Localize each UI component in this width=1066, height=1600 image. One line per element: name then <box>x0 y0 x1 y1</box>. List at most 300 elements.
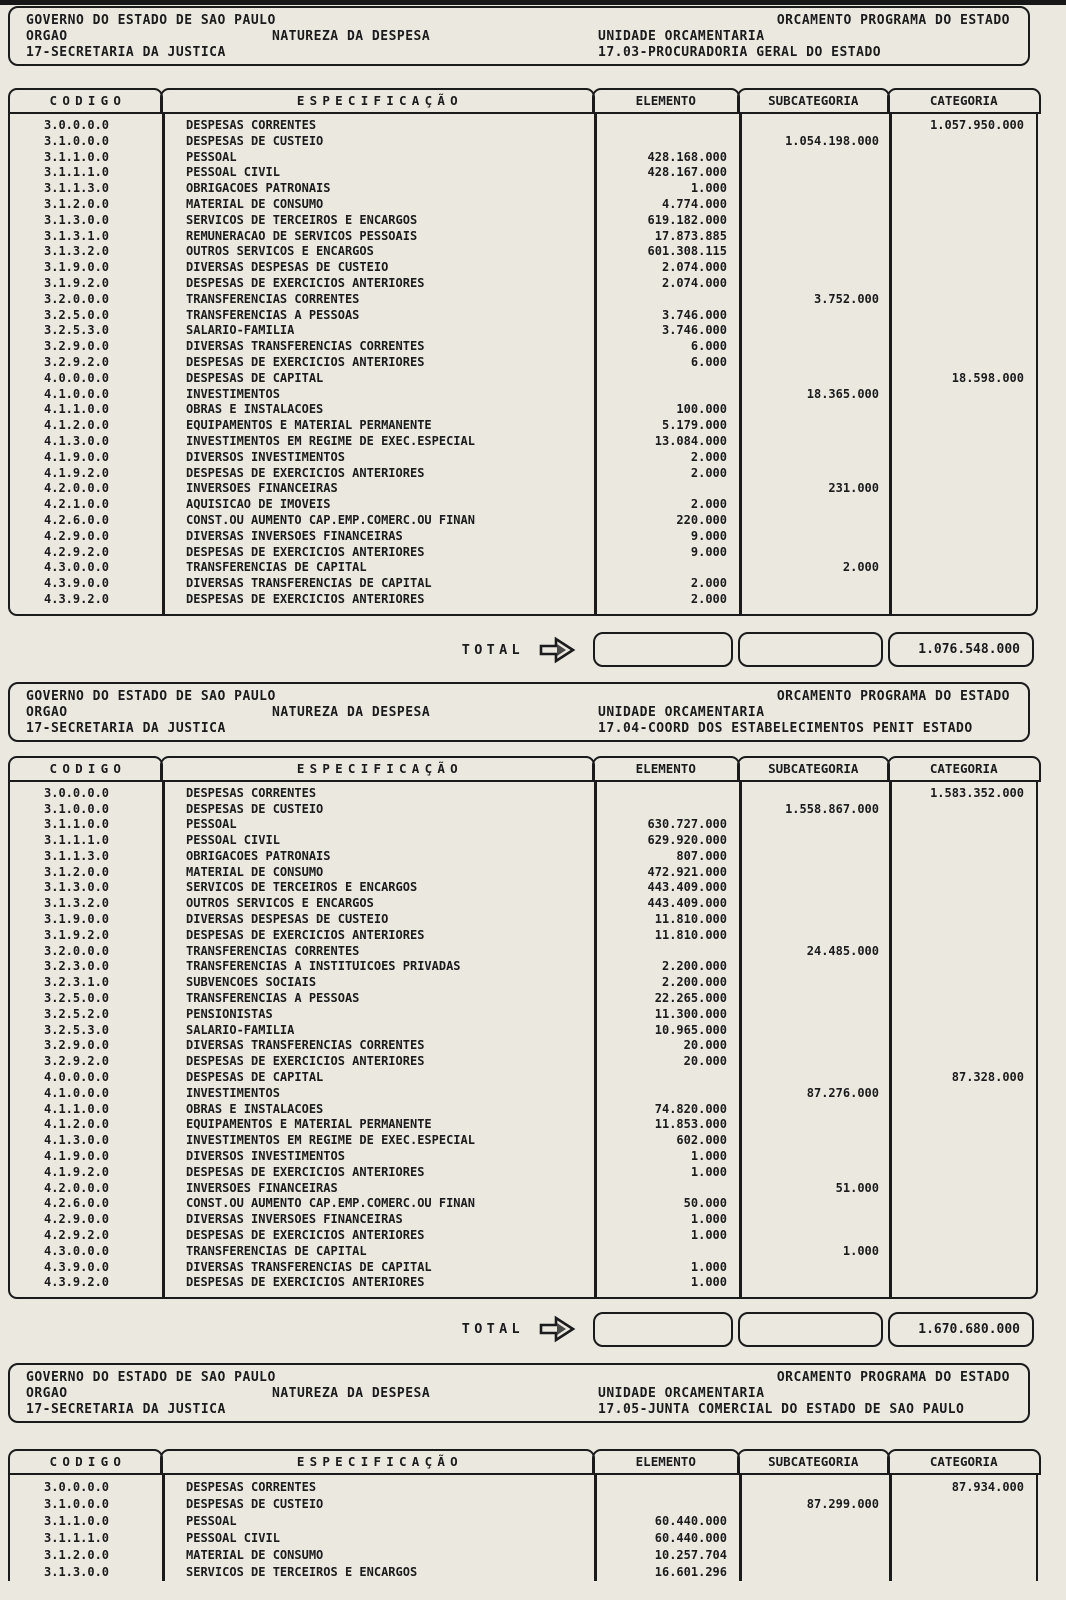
unidade-label: UNIDADE ORCAMENTARIA <box>598 1386 765 1402</box>
cell-categoria <box>889 466 1040 482</box>
cell-espec: PESSOAL <box>186 1514 237 1529</box>
cell-codigo: 3.1.3.0.0 <box>44 1565 110 1580</box>
cell-codigo: 3.2.9.0.0 <box>44 339 110 354</box>
cell-categoria <box>889 1117 1040 1133</box>
cell-categoria <box>889 975 1040 991</box>
cell-subcat: 3.752.000 <box>813 291 879 306</box>
cell-codigo: 3.1.1.3.0 <box>44 181 110 196</box>
col-header-codigo: CODIGO <box>8 756 163 782</box>
cell-elemento: 2.074.000 <box>661 275 727 290</box>
cell-espec: DIVERSAS TRANSFERENCIAS CORRENTES <box>186 339 425 354</box>
cell-subcat <box>739 880 889 896</box>
cell-elemento: 630.727.000 <box>647 817 727 832</box>
cell-elemento <box>594 371 739 387</box>
cell-subcat <box>739 833 889 849</box>
cell-espec: DESPESAS DE EXERCICIOS ANTERIORES <box>186 1054 425 1069</box>
cell-subcat <box>739 786 889 802</box>
cell-subcat: 1.054.198.000 <box>785 133 879 148</box>
cell-codigo: 4.2.9.2.0 <box>44 544 110 559</box>
cell-elemento <box>594 134 739 150</box>
cell-elemento: 9.000 <box>690 544 727 559</box>
cell-subcat <box>739 276 889 292</box>
col-header-especificacao: ESPECIFICAÇÃO <box>160 1449 595 1475</box>
column-divider <box>594 1475 597 1581</box>
cell-espec: MATERIAL DE CONSUMO <box>186 196 324 211</box>
col-header-elemento: ELEMENTO <box>592 756 740 782</box>
cell-codigo: 3.1.1.0.0 <box>44 1514 110 1529</box>
cell-categoria <box>889 1181 1040 1197</box>
cell-codigo: 4.1.2.0.0 <box>44 1117 110 1132</box>
cell-codigo: 4.1.3.0.0 <box>44 433 110 448</box>
cell-categoria <box>889 450 1040 466</box>
cell-categoria <box>889 1196 1040 1212</box>
government-title: GOVERNO DO ESTADO DE SAO PAULO <box>26 688 276 704</box>
cell-subcat <box>739 197 889 213</box>
cell-espec: TRANSFERENCIAS DE CAPITAL <box>186 560 367 575</box>
cell-espec: DESPESAS DE EXERCICIOS ANTERIORES <box>186 927 425 942</box>
cell-subcat <box>739 260 889 276</box>
column-divider <box>889 1475 892 1581</box>
budget-table <box>8 88 1038 616</box>
orgao-label: ORGAO <box>26 704 68 720</box>
cell-codigo: 3.2.5.0.0 <box>44 307 110 322</box>
cell-categoria <box>889 959 1040 975</box>
column-divider <box>162 1475 165 1581</box>
cell-espec: DIVERSAS INVERSOES FINANCEIRAS <box>186 1212 403 1227</box>
cell-elemento: 6.000 <box>690 354 727 369</box>
cell-subcat: 24.485.000 <box>806 943 879 958</box>
cell-categoria <box>889 912 1040 928</box>
cell-codigo: 3.1.9.2.0 <box>44 275 110 290</box>
cell-codigo: 4.1.9.2.0 <box>44 1164 110 1179</box>
cell-codigo: 4.2.6.0.0 <box>44 1196 110 1211</box>
cell-espec: DESPESAS DE CUSTEIO <box>186 1497 324 1512</box>
cell-elemento: 428.167.000 <box>647 165 727 180</box>
cell-elemento: 2.000 <box>690 591 727 606</box>
program-title: ORCAMENTO PROGRAMA DO ESTADO <box>776 688 1010 704</box>
cell-categoria <box>889 1212 1040 1228</box>
cell-subcat <box>739 1054 889 1070</box>
cell-espec: DIVERSAS TRANSFERENCIAS DE CAPITAL <box>186 576 432 591</box>
natureza-label: NATUREZA DA DESPESA <box>272 1386 431 1402</box>
cell-categoria <box>889 592 1040 608</box>
cell-subcat <box>739 912 889 928</box>
cell-codigo: 3.1.2.0.0 <box>44 864 110 879</box>
cell-elemento: 11.300.000 <box>654 1006 727 1021</box>
cell-codigo: 4.1.1.0.0 <box>44 402 110 417</box>
unidade-value: 17.03-PROCURADORIA GERAL DO ESTADO <box>598 45 882 60</box>
cell-codigo: 4.3.9.0.0 <box>44 576 110 591</box>
cell-subcat <box>739 1165 889 1181</box>
cell-codigo: 4.1.0.0.0 <box>44 386 110 401</box>
cell-espec: DIVERSAS DESPESAS DE CUSTEIO <box>186 912 389 927</box>
cell-espec: DESPESAS DE CUSTEIO <box>186 801 324 816</box>
cell-codigo: 3.2.0.0.0 <box>44 291 110 306</box>
cell-subcat <box>739 339 889 355</box>
cell-codigo: 3.2.3.0.0 <box>44 959 110 974</box>
column-divider <box>594 114 597 614</box>
cell-elemento: 4.774.000 <box>661 196 727 211</box>
cell-categoria <box>889 150 1040 166</box>
cell-categoria <box>889 134 1040 150</box>
cell-subcat <box>739 1149 889 1165</box>
cell-codigo: 3.1.9.2.0 <box>44 927 110 942</box>
cell-codigo: 3.1.1.0.0 <box>44 149 110 164</box>
cell-elemento <box>594 1086 739 1102</box>
cell-codigo: 4.1.2.0.0 <box>44 418 110 433</box>
cell-elemento <box>594 1181 739 1197</box>
cell-subcat <box>739 576 889 592</box>
column-divider <box>162 782 165 1298</box>
orgao-value: 17-SECRETARIA DA JUSTICA <box>26 45 226 60</box>
cell-subcat: 2.000 <box>842 560 879 575</box>
cell-categoria: 87.934.000 <box>951 1480 1024 1495</box>
cell-subcat <box>739 928 889 944</box>
cell-elemento <box>594 387 739 403</box>
cell-espec: OBRAS E INSTALACOES <box>186 402 324 417</box>
total-label: TOTAL <box>461 641 524 658</box>
cell-subcat: 51.000 <box>835 1180 879 1195</box>
cell-codigo: 4.1.9.0.0 <box>44 1149 110 1164</box>
cell-subcat <box>739 865 889 881</box>
cell-espec: DIVERSAS INVERSOES FINANCEIRAS <box>186 528 403 543</box>
section-header <box>8 6 1030 66</box>
cell-categoria <box>889 1275 1040 1291</box>
cell-elemento: 20.000 <box>683 1038 727 1053</box>
cell-codigo: 4.3.0.0.0 <box>44 560 110 575</box>
total-subcategoria-box <box>738 1312 883 1347</box>
col-header-codigo: CODIGO <box>8 88 163 114</box>
cell-elemento: 2.000 <box>690 465 727 480</box>
cell-codigo: 4.2.9.0.0 <box>44 528 110 543</box>
cell-espec: OUTROS SERVICOS E ENCARGOS <box>186 896 374 911</box>
cell-categoria <box>889 928 1040 944</box>
cell-elemento: 74.820.000 <box>654 1101 727 1116</box>
table-body <box>8 782 1038 1300</box>
cell-espec: INVESTIMENTOS EM REGIME DE EXEC.ESPECIAL <box>186 1133 475 1148</box>
cell-espec: TRANSFERENCIAS DE CAPITAL <box>186 1243 367 1258</box>
cell-codigo: 3.1.3.0.0 <box>44 212 110 227</box>
cell-elemento: 602.000 <box>676 1133 727 1148</box>
budget-section-17-05 <box>8 1363 1066 1581</box>
col-header-categoria: CATEGORIA <box>887 88 1041 114</box>
cell-espec: OBRIGACOES PATRONAIS <box>186 848 331 863</box>
col-header-elemento: ELEMENTO <box>592 1449 740 1475</box>
cell-espec: SERVICOS DE TERCEIROS E ENCARGOS <box>186 212 418 227</box>
cell-elemento: 3.746.000 <box>661 323 727 338</box>
cell-codigo: 3.1.2.0.0 <box>44 196 110 211</box>
cell-espec: TRANSFERENCIAS A PESSOAS <box>186 991 360 1006</box>
cell-subcat <box>739 213 889 229</box>
cell-categoria <box>889 292 1040 308</box>
cell-categoria <box>889 865 1040 881</box>
col-header-codigo: CODIGO <box>8 1449 163 1475</box>
cell-elemento: 6.000 <box>690 339 727 354</box>
cell-espec: DESPESAS DE CUSTEIO <box>186 133 324 148</box>
cell-codigo: 3.2.5.0.0 <box>44 991 110 1006</box>
cell-categoria <box>889 880 1040 896</box>
cell-espec: DESPESAS DE EXERCICIOS ANTERIORES <box>186 465 425 480</box>
cell-espec: CONST.OU AUMENTO CAP.EMP.COMERC.OU FINAN <box>186 512 475 527</box>
cell-codigo: 4.2.9.0.0 <box>44 1212 110 1227</box>
cell-espec: SALARIO-FAMILIA <box>186 323 295 338</box>
cell-espec: DIVERSOS INVESTIMENTOS <box>186 449 345 464</box>
table-body <box>8 114 1038 616</box>
cell-subcat <box>739 1196 889 1212</box>
cell-codigo: 3.1.1.1.0 <box>44 833 110 848</box>
cell-categoria <box>889 802 1040 818</box>
col-header-especificacao: ESPECIFICAÇÃO <box>160 756 595 782</box>
cell-espec: MATERIAL DE CONSUMO <box>186 1548 324 1563</box>
cell-categoria <box>889 165 1040 181</box>
cell-categoria <box>889 576 1040 592</box>
cell-espec: INVERSOES FINANCEIRAS <box>186 1180 338 1195</box>
cell-elemento: 5.179.000 <box>661 418 727 433</box>
cell-codigo: 3.1.3.0.0 <box>44 880 110 895</box>
cell-elemento: 443.409.000 <box>647 880 727 895</box>
unidade-label: UNIDADE ORCAMENTARIA <box>598 29 765 44</box>
cell-subcat <box>739 1117 889 1133</box>
cell-codigo: 3.1.0.0.0 <box>44 133 110 148</box>
cell-categoria <box>889 1007 1040 1023</box>
cell-espec: DESPESAS CORRENTES <box>186 118 317 132</box>
cell-categoria <box>889 481 1040 497</box>
column-divider <box>889 782 892 1298</box>
cell-elemento: 1.000 <box>690 1164 727 1179</box>
cell-elemento: 428.168.000 <box>647 149 727 164</box>
cell-codigo: 4.1.9.2.0 <box>44 465 110 480</box>
cell-categoria <box>889 418 1040 434</box>
total-subcategoria-box <box>738 632 883 667</box>
cell-espec: EQUIPAMENTOS E MATERIAL PERMANENTE <box>186 418 432 433</box>
cell-elemento <box>594 1070 739 1086</box>
cell-codigo: 3.1.0.0.0 <box>44 801 110 816</box>
cell-espec: DIVERSAS TRANSFERENCIAS DE CAPITAL <box>186 1259 432 1274</box>
cell-espec: DESPESAS DE CAPITAL <box>186 370 324 385</box>
cell-codigo: 4.1.3.0.0 <box>44 1133 110 1148</box>
unidade-value: 17.05-JUNTA COMERCIAL DO ESTADO DE SAO PAULO <box>598 1402 965 1418</box>
cell-codigo: 3.2.5.3.0 <box>44 323 110 338</box>
cell-codigo: 4.3.0.0.0 <box>44 1243 110 1258</box>
cell-categoria <box>889 260 1040 276</box>
cell-elemento <box>594 802 739 818</box>
total-categoria-box <box>888 632 1034 667</box>
cell-subcat <box>739 545 889 561</box>
cell-subcat <box>739 1275 889 1291</box>
government-title: GOVERNO DO ESTADO DE SAO PAULO <box>26 13 276 28</box>
cell-subcat <box>739 1023 889 1039</box>
cell-codigo: 3.1.9.0.0 <box>44 912 110 927</box>
government-title: GOVERNO DO ESTADO DE SAO PAULO <box>26 1370 276 1386</box>
right-arrow-icon <box>538 1314 578 1344</box>
cell-categoria <box>889 513 1040 529</box>
cell-elemento: 11.810.000 <box>654 912 727 927</box>
cell-elemento <box>594 560 739 576</box>
cell-elemento <box>594 786 739 802</box>
right-arrow-icon <box>538 635 578 665</box>
cell-categoria <box>889 244 1040 260</box>
cell-categoria <box>889 213 1040 229</box>
cell-subcat <box>739 181 889 197</box>
cell-subcat <box>739 1070 889 1086</box>
col-header-especificacao: ESPECIFICAÇÃO <box>160 88 595 114</box>
cell-espec: PESSOAL CIVIL <box>186 165 280 180</box>
cell-categoria <box>889 308 1040 324</box>
orgao-label: ORGAO <box>26 29 68 44</box>
cell-espec: DESPESAS DE EXERCICIOS ANTERIORES <box>186 354 425 369</box>
budget-table <box>8 1449 1038 1581</box>
cell-codigo: 4.2.9.2.0 <box>44 1228 110 1243</box>
cell-codigo: 4.2.0.0.0 <box>44 481 110 496</box>
cell-categoria <box>889 833 1040 849</box>
cell-categoria <box>889 323 1040 339</box>
cell-subcat <box>739 355 889 371</box>
unidade-label: UNIDADE ORCAMENTARIA <box>598 704 765 720</box>
budget-section-17-03 <box>8 6 1066 670</box>
cell-elemento: 11.853.000 <box>654 1117 727 1132</box>
cell-subcat: 1.000 <box>842 1243 879 1258</box>
cell-espec: DESPESAS DE EXERCICIOS ANTERIORES <box>186 591 425 606</box>
cell-codigo: 3.1.1.3.0 <box>44 848 110 863</box>
cell-elemento <box>594 292 739 308</box>
cell-elemento: 10.257.704 <box>654 1548 727 1563</box>
budget-table <box>8 756 1038 1300</box>
col-header-subcategoria: SUBCATEGORIA <box>737 1449 890 1475</box>
cell-espec: SALARIO-FAMILIA <box>186 1022 295 1037</box>
cell-categoria: 18.598.000 <box>951 370 1024 385</box>
section-header <box>8 682 1030 742</box>
cell-elemento <box>594 1479 739 1496</box>
cell-elemento: 1.000 <box>690 1212 727 1227</box>
cell-subcat <box>739 991 889 1007</box>
cell-elemento: 1.000 <box>690 1228 727 1243</box>
cell-subcat <box>739 1212 889 1228</box>
cell-elemento: 2.000 <box>690 576 727 591</box>
cell-elemento <box>594 118 739 134</box>
unidade-value: 17.04-COORD DOS ESTABELECIMENTOS PENIT ESTADO <box>598 720 973 736</box>
cell-codigo: 3.2.9.2.0 <box>44 354 110 369</box>
col-header-categoria: CATEGORIA <box>887 756 1041 782</box>
cell-codigo: 3.1.0.0.0 <box>44 1497 110 1512</box>
cell-categoria <box>889 1228 1040 1244</box>
cell-subcat <box>739 849 889 865</box>
cell-elemento: 11.810.000 <box>654 927 727 942</box>
cell-elemento: 1.000 <box>690 181 727 196</box>
cell-elemento: 10.965.000 <box>654 1022 727 1037</box>
cell-espec: OBRIGACOES PATRONAIS <box>186 181 331 196</box>
cell-espec: SUBVENCOES SOCIAIS <box>186 975 317 990</box>
cell-espec: TRANSFERENCIAS A PESSOAS <box>186 307 360 322</box>
cell-elemento: 2.200.000 <box>661 959 727 974</box>
cell-categoria: 1.583.352.000 <box>930 785 1024 800</box>
cell-subcat <box>739 1133 889 1149</box>
cell-elemento: 807.000 <box>676 848 727 863</box>
cell-espec: INVERSOES FINANCEIRAS <box>186 481 338 496</box>
cell-elemento: 22.265.000 <box>654 991 727 1006</box>
cell-espec: REMUNERACAO DE SERVICOS PESSOAIS <box>186 228 418 243</box>
cell-codigo: 3.2.0.0.0 <box>44 943 110 958</box>
cell-subcat <box>739 1530 889 1547</box>
cell-categoria <box>889 355 1040 371</box>
cell-codigo: 4.3.9.2.0 <box>44 1275 110 1290</box>
cell-elemento <box>594 481 739 497</box>
cell-elemento: 619.182.000 <box>647 212 727 227</box>
column-divider <box>594 782 597 1298</box>
cell-espec: DIVERSAS TRANSFERENCIAS CORRENTES <box>186 1038 425 1053</box>
cell-codigo: 3.2.9.2.0 <box>44 1054 110 1069</box>
total-elemento-box <box>593 1312 733 1347</box>
cell-categoria <box>889 991 1040 1007</box>
cell-espec: MATERIAL DE CONSUMO <box>186 864 324 879</box>
cell-elemento: 472.921.000 <box>647 864 727 879</box>
cell-espec: PESSOAL <box>186 817 237 832</box>
cell-subcat <box>739 529 889 545</box>
total-categoria-value: 1.670.680.000 <box>918 1321 1020 1337</box>
cell-elemento <box>594 944 739 960</box>
cell-subcat <box>739 1038 889 1054</box>
total-band <box>8 630 1038 670</box>
col-header-elemento: ELEMENTO <box>592 88 740 114</box>
cell-subcat <box>739 402 889 418</box>
cell-subcat <box>739 1564 889 1581</box>
cell-subcat <box>739 1007 889 1023</box>
cell-espec: INVESTIMENTOS <box>186 1085 280 1100</box>
cell-categoria <box>889 1023 1040 1039</box>
program-title: ORCAMENTO PROGRAMA DO ESTADO <box>776 13 1010 28</box>
section-header <box>8 1363 1030 1423</box>
cell-elemento: 13.084.000 <box>654 433 727 448</box>
cell-subcat <box>739 1513 889 1530</box>
cell-categoria: 1.057.950.000 <box>930 118 1024 132</box>
total-categoria-box <box>888 1312 1034 1347</box>
cell-elemento: 2.074.000 <box>661 260 727 275</box>
cell-categoria <box>889 1260 1040 1276</box>
natureza-label: NATUREZA DA DESPESA <box>272 704 431 720</box>
cell-subcat <box>739 1102 889 1118</box>
cell-codigo: 3.2.9.0.0 <box>44 1038 110 1053</box>
cell-elemento: 601.308.115 <box>647 244 727 259</box>
cell-espec: SERVICOS DE TERCEIROS E ENCARGOS <box>186 880 418 895</box>
cell-codigo: 4.1.1.0.0 <box>44 1101 110 1116</box>
cell-subcat <box>739 1228 889 1244</box>
table-header-row <box>8 756 1038 782</box>
cell-espec: PESSOAL <box>186 149 237 164</box>
cell-espec: DESPESAS DE EXERCICIOS ANTERIORES <box>186 1228 425 1243</box>
cell-categoria <box>889 560 1040 576</box>
cell-codigo: 3.1.3.2.0 <box>44 896 110 911</box>
cell-elemento: 17.873.885 <box>654 228 727 243</box>
col-header-subcategoria: SUBCATEGORIA <box>737 756 890 782</box>
cell-espec: DIVERSAS DESPESAS DE CUSTEIO <box>186 260 389 275</box>
cell-elemento: 2.000 <box>690 449 727 464</box>
cell-elemento: 100.000 <box>676 402 727 417</box>
cell-subcat <box>739 975 889 991</box>
table-body <box>8 1475 1038 1581</box>
col-header-categoria: CATEGORIA <box>887 1449 1041 1475</box>
cell-subcat: 231.000 <box>828 481 879 496</box>
cell-subcat <box>739 450 889 466</box>
cell-espec: CONST.OU AUMENTO CAP.EMP.COMERC.OU FINAN <box>186 1196 475 1211</box>
cell-categoria <box>889 529 1040 545</box>
cell-espec: TRANSFERENCIAS A INSTITUICOES PRIVADAS <box>186 959 461 974</box>
cell-codigo: 3.1.9.0.0 <box>44 260 110 275</box>
cell-categoria <box>889 896 1040 912</box>
cell-codigo: 3.1.1.1.0 <box>44 165 110 180</box>
cell-elemento: 1.000 <box>690 1259 727 1274</box>
cell-categoria <box>889 497 1040 513</box>
cell-subcat <box>739 308 889 324</box>
budget-section-17-04 <box>8 682 1066 1350</box>
